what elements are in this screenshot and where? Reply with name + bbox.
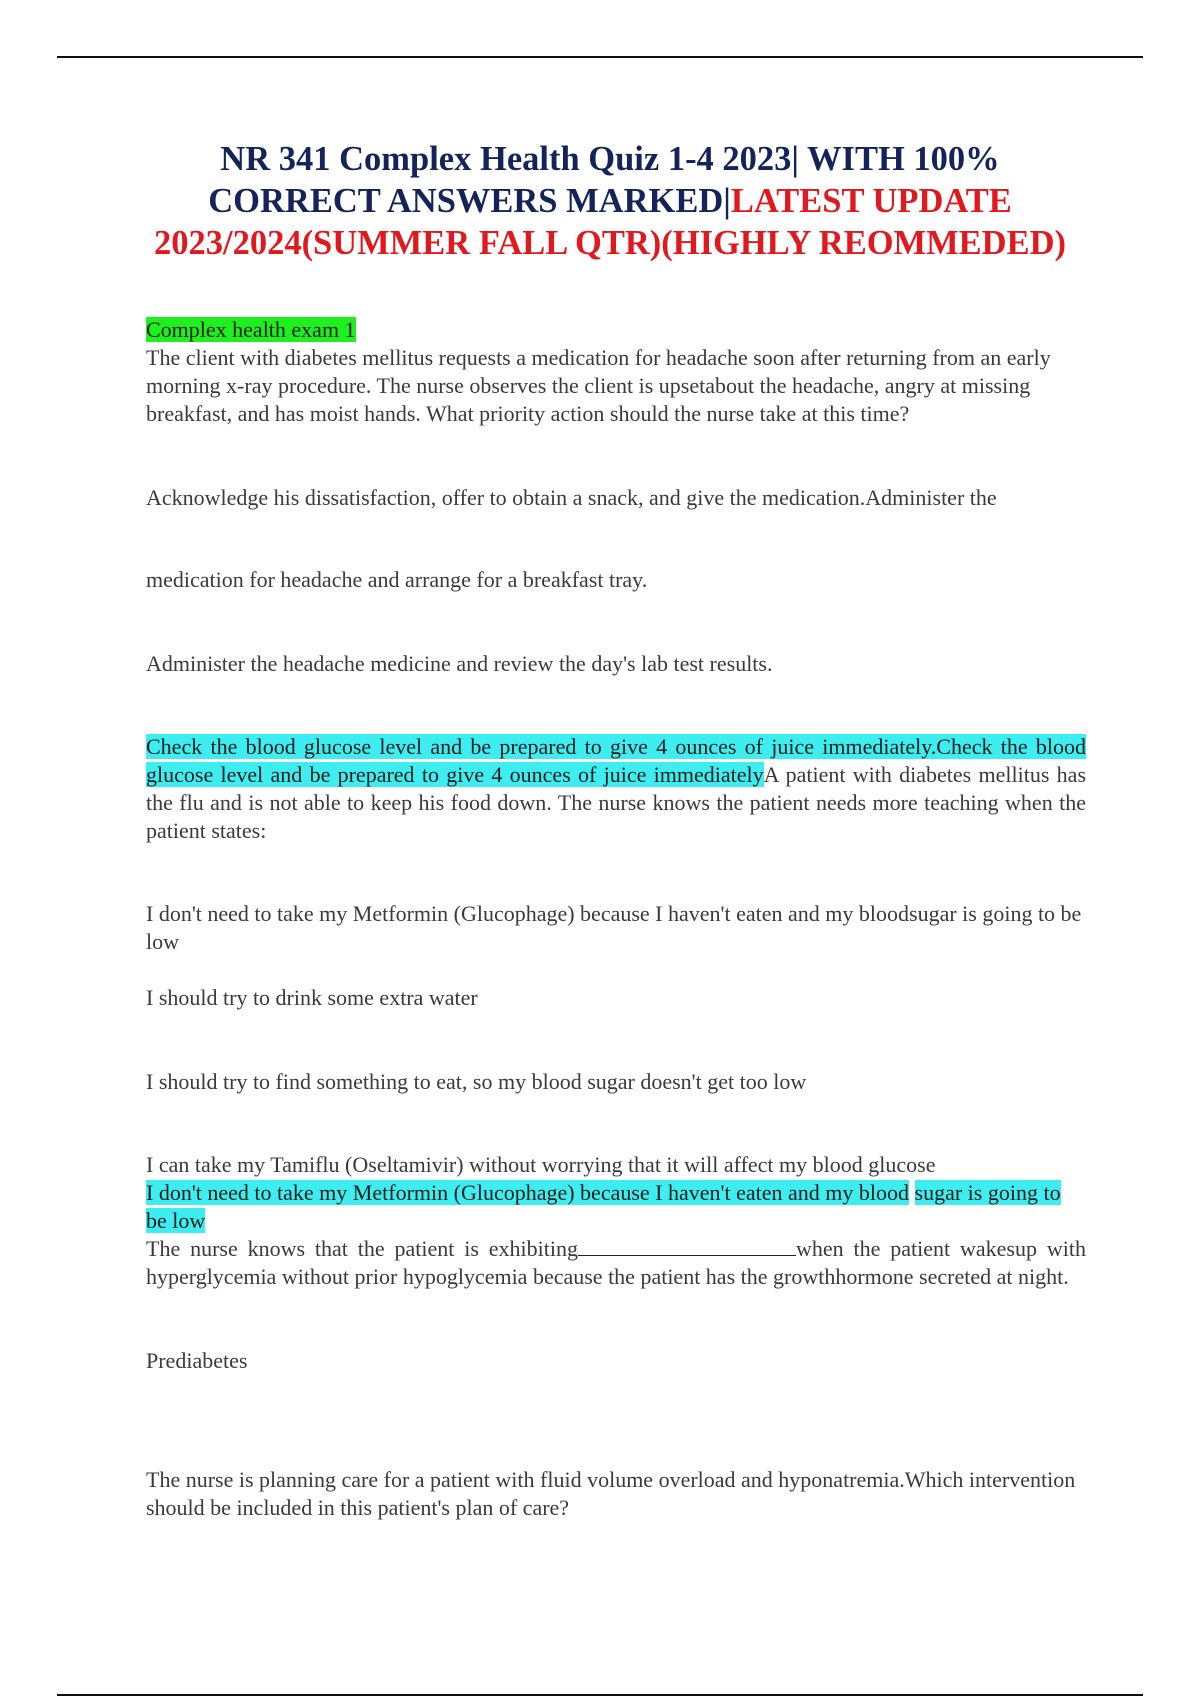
q2-option-3: I should try to find something to eat, so my blood sugar doesn't get too low	[146, 1069, 807, 1094]
q2-correct-answer: I don't need to take my Metformin (Glucophage) because I haven't eaten and my blood	[146, 1180, 910, 1205]
q1-answer-and-q2	[146, 733, 1086, 845]
top-rule	[57, 56, 1143, 58]
q3-question-end: when the patient wakesup with hyperglycemia without prior hypoglycemia because the patient has the growthhormone secreted at night.	[146, 1236, 1086, 1289]
q2-question: A patient with diabetes mellitus has the flu and is not able to keep his food down. The nurse knows the patient needs more teaching when the patient states:	[146, 762, 1087, 843]
q1-option-2: medication for headache and arrange for a breakfast tray.	[146, 567, 648, 592]
q2-option-2: I should try to drink some extra water	[146, 985, 478, 1010]
section-label: Complex health exam 1	[146, 317, 356, 342]
q1-question: The client with diabetes mellitus requests a medication for headache soon after returning from an early morning x-ray procedure. The nurse observes the client is upsetabout the headache, angry at missing breakfast, and has moist hands. What priority action should the nurse take at this time?	[146, 345, 1051, 426]
document-title	[130, 138, 1090, 264]
q3-question-start: The nurse knows that the patient is exhibiting	[146, 1236, 579, 1261]
q3-option-1: Prediabetes	[146, 1348, 248, 1373]
q2-option-1: I don't need to take my Metformin (Glucophage) because I haven't eaten and my bloodsugar is going to be low	[146, 901, 1082, 954]
q1-option-1: Acknowledge his dissatisfaction, offer to obtain a snack, and give the medication.Administer the	[146, 485, 997, 510]
q1-correct-answer-repeat: Check the blood glucose level and be prepared to give 4 ounces of juice immediately	[146, 734, 1086, 787]
title-part-navy: NR 341 Complex Health Quiz 1-4 2023| WITH 100% CORRECT ANSWERS MARKED|	[208, 140, 1000, 220]
q1-option-3: Administer the headache medicine and review the day's lab test results.	[146, 651, 773, 676]
section-label-line	[146, 316, 1086, 344]
fill-in-blank	[578, 1237, 796, 1256]
q1-correct-answer: Check the blood glucose level and be prepared to give 4 ounces of juice immediately.	[146, 734, 937, 759]
bottom-rule	[57, 1694, 1143, 1696]
q2-option-4: I can take my Tamiflu (Oseltamivir) without worrying that it will affect my blood glucose	[146, 1152, 936, 1177]
q2-correct-answer-cont: sugar is going to be low	[146, 1180, 1061, 1233]
q4-question: The nurse is planning care for a patient with fluid volume overload and hyponatremia.Which intervention should be included in this patient's plan of care?	[146, 1467, 1076, 1520]
q2-correct-answer-line	[146, 1179, 1086, 1235]
title-part-red: LATEST UPDATE 2023/2024(SUMMER FALL QTR)(HIGHLY REOMMEDED)	[153, 182, 1067, 262]
q3-question	[146, 1235, 1086, 1291]
